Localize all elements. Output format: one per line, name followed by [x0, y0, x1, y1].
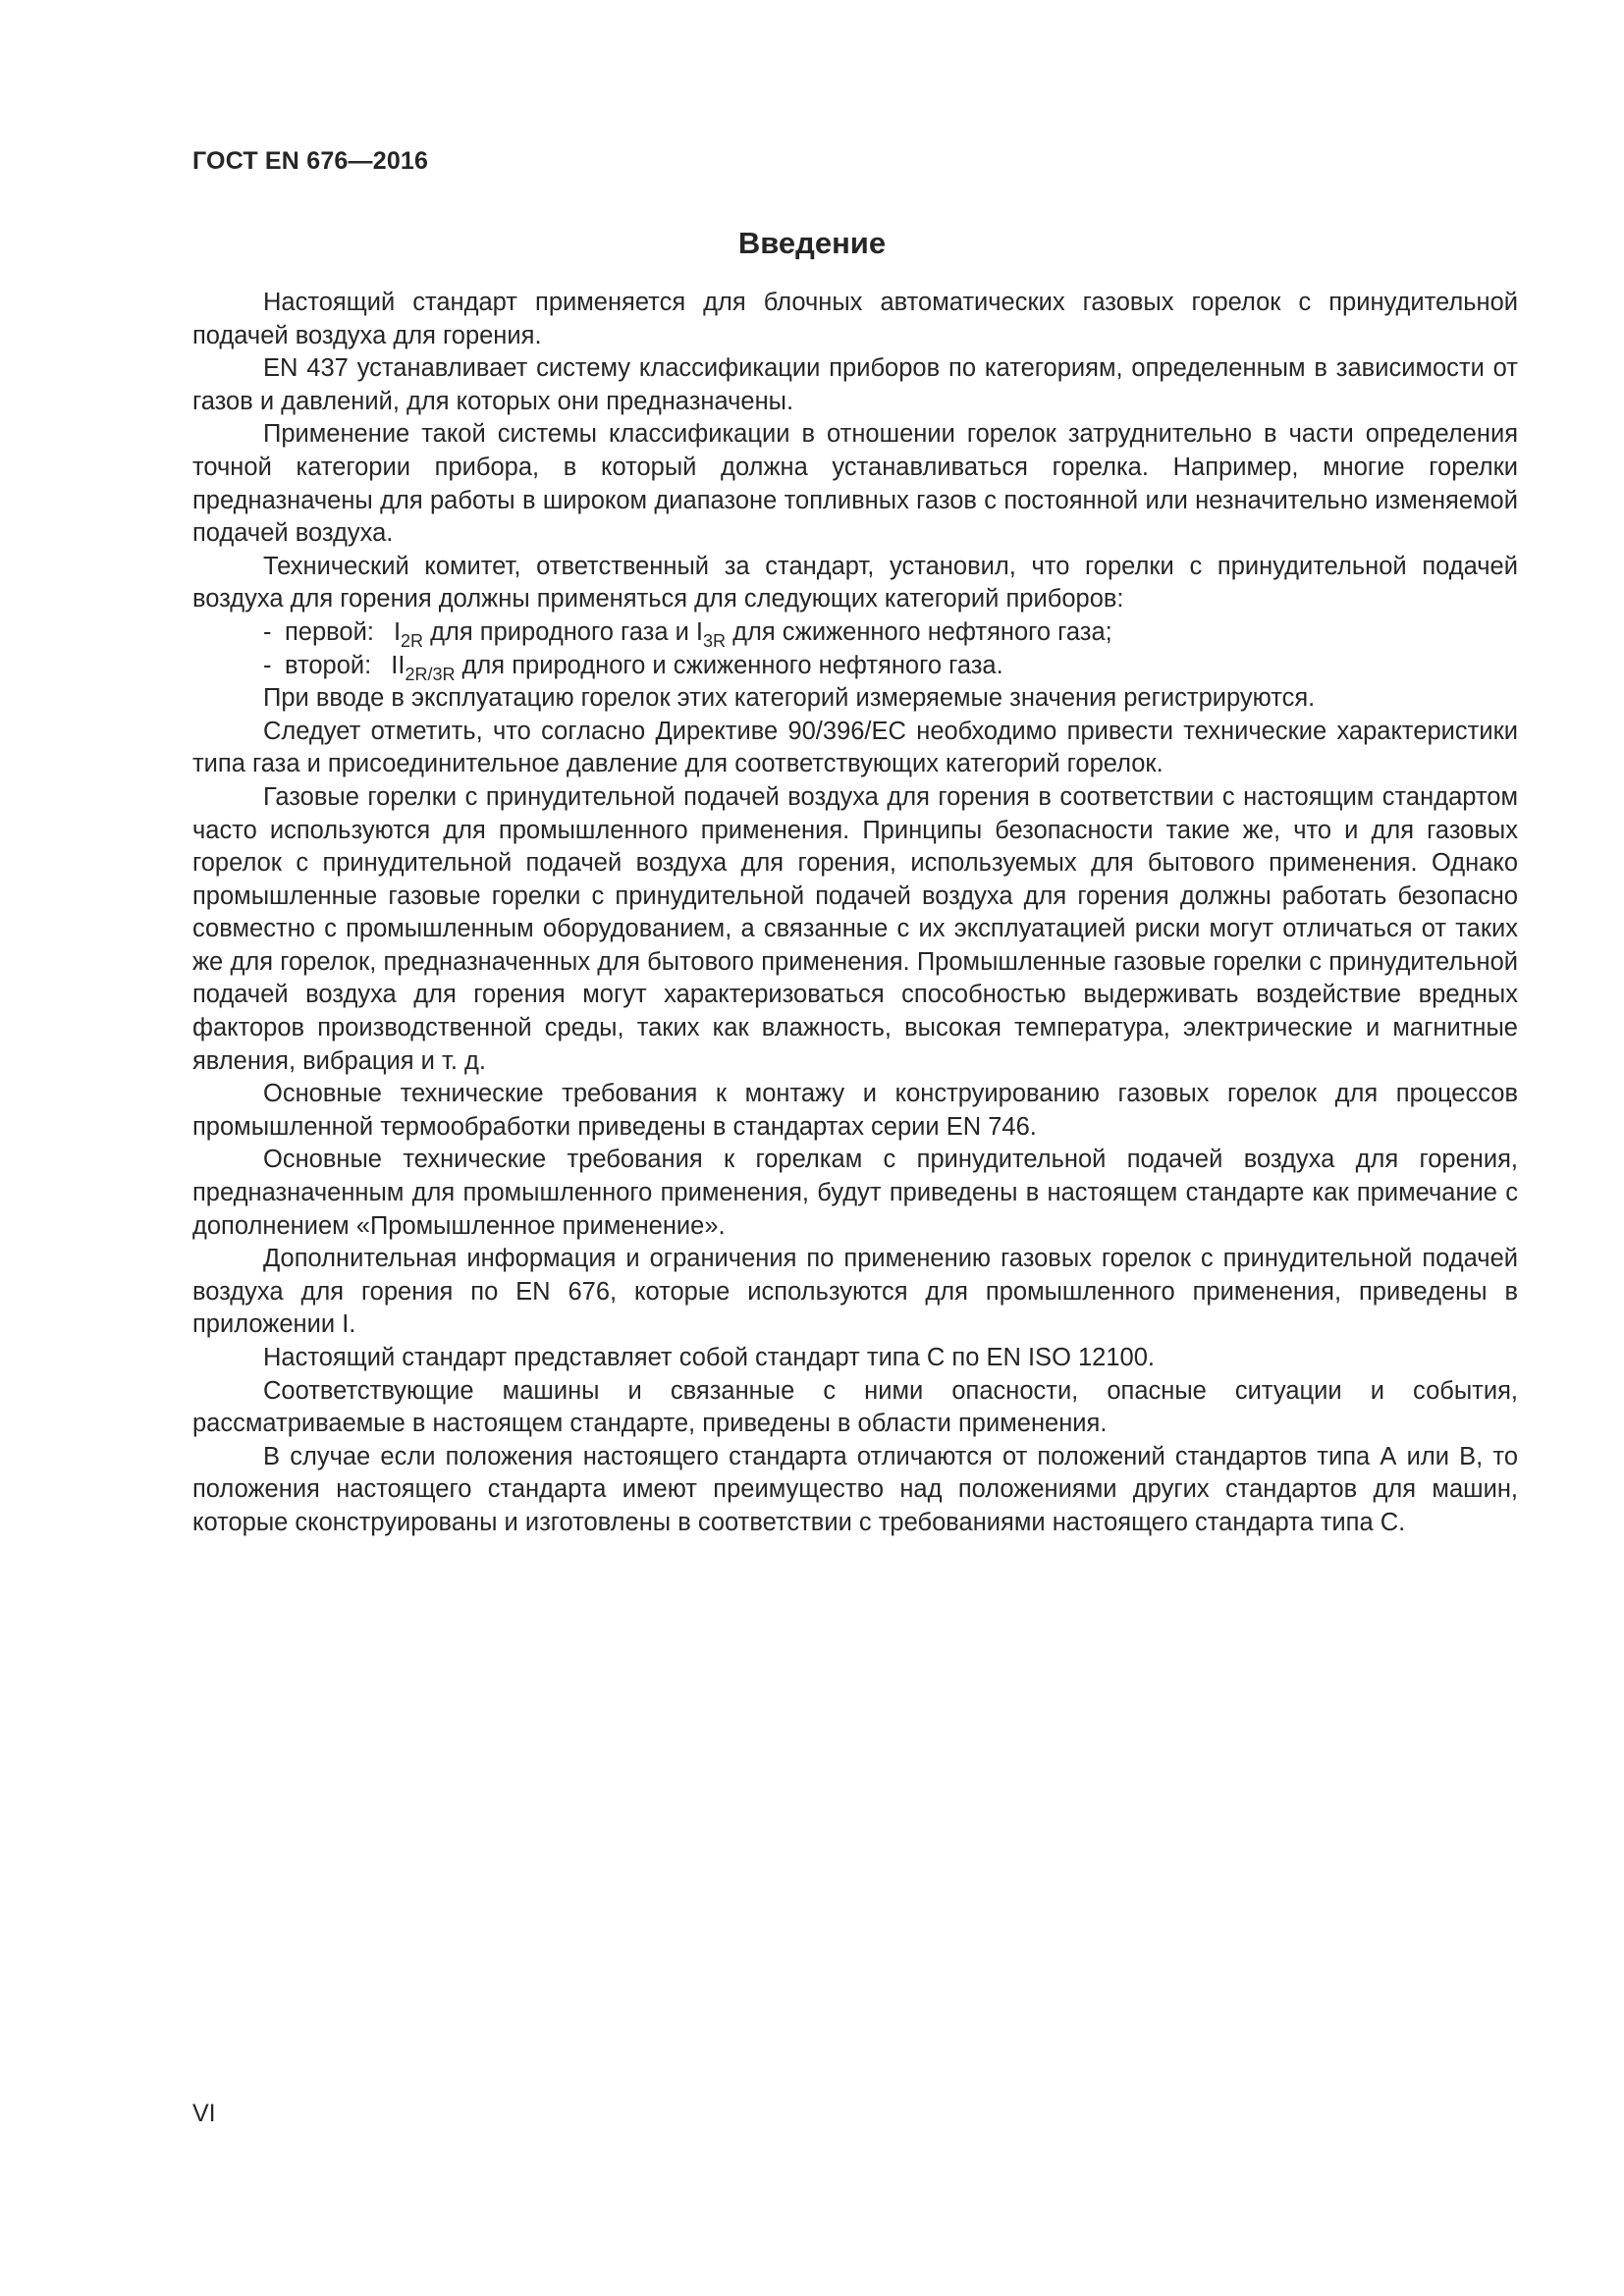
- category-list-item-first: [192, 616, 1518, 650]
- document-code-header: ГОСТ EN 676—2016: [192, 147, 429, 175]
- category-subscript: 3R: [703, 630, 727, 651]
- section-title: Введение: [737, 226, 887, 260]
- list-dash: -: [263, 617, 272, 646]
- paragraph: Дополнительная информация и ограничения по применению газовых горелок с принудительной подачей воздуха для горения по EN 676, которые используются для промышленного применения, приведены в приложении I.: [192, 1245, 1518, 1339]
- paragraph: При вводе в эксплуатацию горелок этих категорий измеряемые значения регистрируются.: [263, 684, 1316, 713]
- page-number: VI: [192, 2100, 216, 2127]
- paragraph: Технический комитет, ответственный за стандарт, установил, что горелки с принудительной подачей воздуха для горения должны применяться для следующих категорий приборов:: [192, 552, 1518, 614]
- list-item-text: для природного и сжиженного нефтяного газа.: [455, 651, 1003, 679]
- category-subscript: 2R/3R: [405, 664, 456, 684]
- list-item-text: для природного газа и: [423, 617, 696, 646]
- list-item-label: первой:: [285, 617, 374, 646]
- category-symbol: I: [695, 617, 704, 646]
- paragraph: Применение такой системы классификации в отношении горелок затруднительно в части определения точной категории прибора, в который должна устанавливаться горелка. Например, многие горелки предназначены для работы в широком диапазоне топливных газов с постоянной или незначительно изменяемой подачей воздуха.: [192, 420, 1518, 548]
- list-item-label: второй:: [285, 651, 372, 679]
- list-dash: -: [263, 651, 272, 679]
- category-list-item-second: [192, 650, 1518, 683]
- paragraph: Следует отметить, что согласно Директиве 90/396/ЕС необходимо привести технические характеристики типа газа и присоединительное давление для соответствующих категорий горелок.: [192, 717, 1518, 778]
- paragraph: В случае если положения настоящего стандарта отличаются от положений стандартов типа А или В, то положения настоящего стандарта имеют преимущество над положениями других стандартов для машин, которые сконструированы и изготовлены в соответствии с требованиями настоящего стандарта типа С.: [192, 1442, 1518, 1536]
- paragraph: Соответствующие машины и связанные с ними опасности, опасные ситуации и события, рассматриваемые в настоящем стандарте, приведены в области применения.: [192, 1376, 1518, 1438]
- paragraph: Основные технические требования к горелкам с принудительной подачей воздуха для горения, предназначенным для промышленного применения, будут приведены в настоящем стандарте как примечание с дополнением «Промышленное применение».: [192, 1146, 1518, 1240]
- paragraph: Настоящий стандарт применяется для блочных автоматических газовых горелок с принудительной подачей воздуха для горения.: [192, 289, 1518, 349]
- category-subscript: 2R: [401, 630, 424, 651]
- list-item-text: для сжиженного нефтяного газа;: [726, 617, 1112, 646]
- paragraph: Основные технические требования к монтажу и конструированию газовых горелок для процессов промышленной термообработки приведены в стандартах серии EN 746.: [192, 1080, 1518, 1141]
- category-symbol: I: [393, 617, 402, 646]
- body-text: [192, 287, 1518, 1540]
- paragraph: EN 437 устанавливает систему классификации приборов по категориям, определенным в зависимости от газов и давлений, для которых они предназначены.: [192, 354, 1518, 415]
- paragraph: Газовые горелки с принудительной подачей воздуха для горения в соответствии с настоящим стандартом часто используются для промышленного применения. Принципы безопасности такие же, что и для газовых горелок с принудительной подачей воздуха для горения, используемых для бытового применения. Однако промышленные газовые горелки с принудительной подачей воздуха для горения должны работать безопасно совместно с промышленным оборудованием, а связанные с их эксплуатацией риски могут отличаться от таких же для горелок, предназначенных для бытового применения. Промышленные газовые горелки с принудительной подачей воздуха для горения могут характеризоваться способностью выдерживать воздействие вредных факторов производственной среды, таких как влажность, высокая температура, электрические и магнитные явления, вибрация и т. д.: [192, 782, 1518, 1075]
- paragraph: Настоящий стандарт представляет собой стандарт типа С по EN ISO 12100.: [263, 1344, 1155, 1371]
- category-symbol: II: [391, 651, 406, 679]
